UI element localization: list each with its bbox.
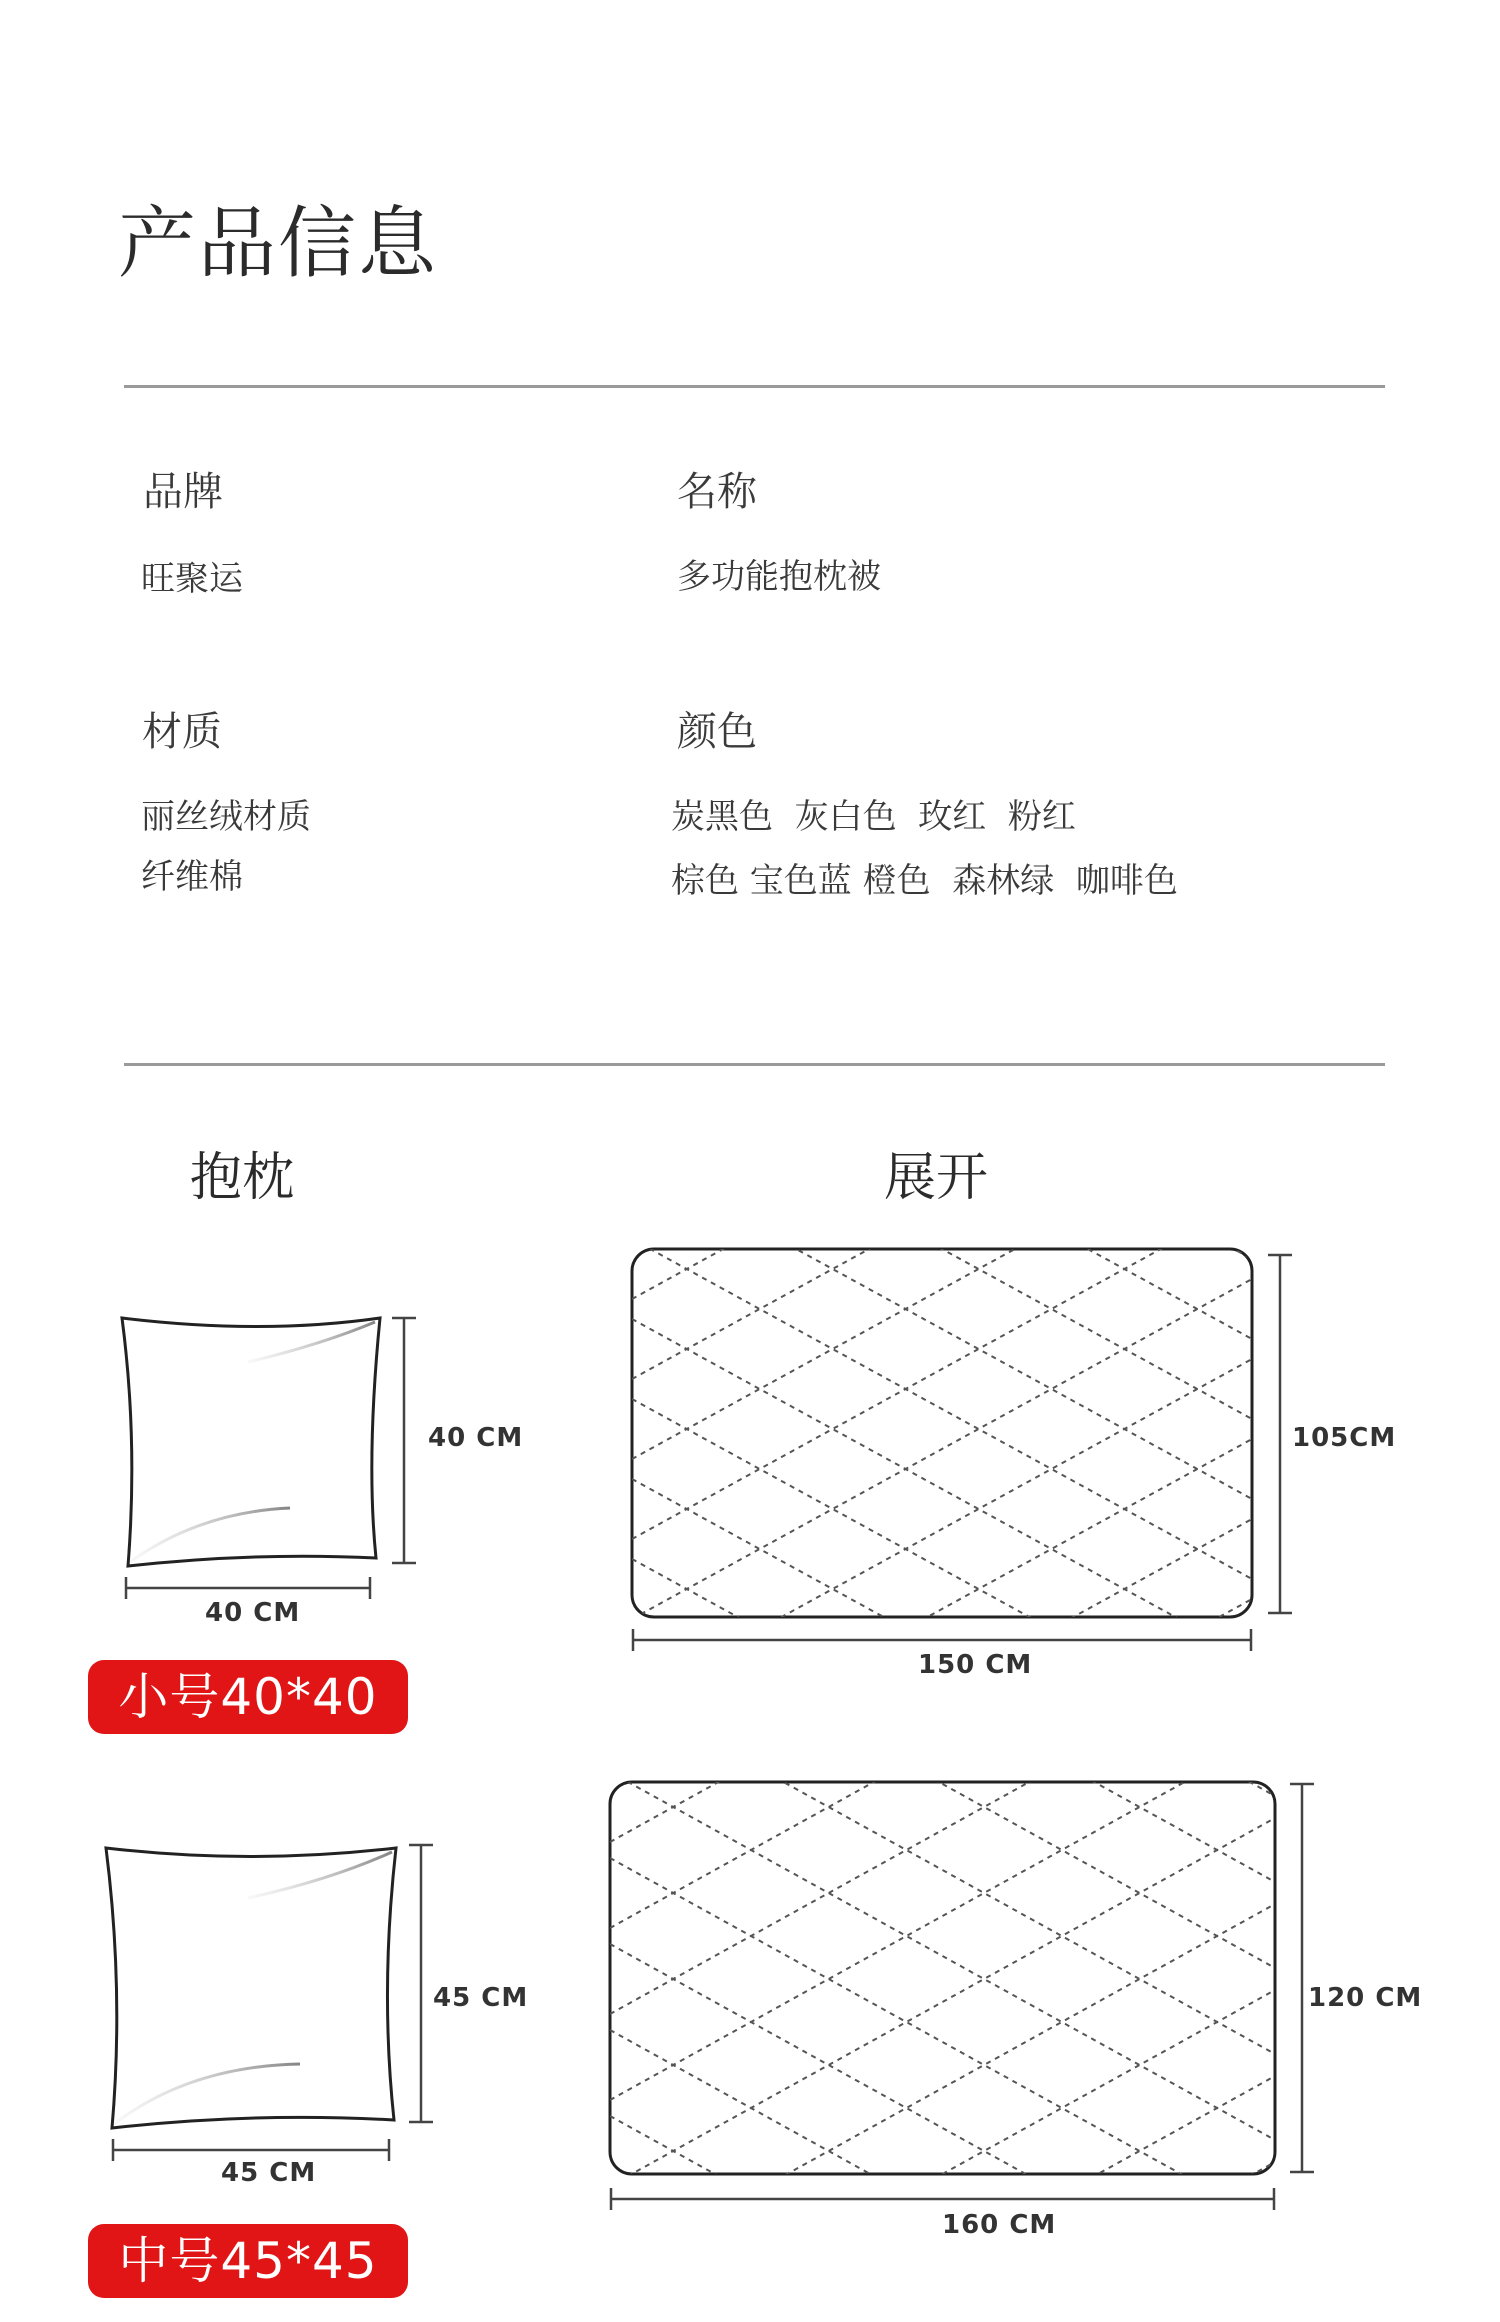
small-pillow-outline xyxy=(122,1318,380,1566)
medium-blanket-width-bracket xyxy=(611,2188,1274,2210)
small-pillow-width-bracket xyxy=(126,1577,370,1599)
small-blanket-width-label: 150 CM xyxy=(918,1650,1033,1680)
small-blanket-height-label: 105CM xyxy=(1292,1423,1397,1453)
pillow-heading: 抱枕 xyxy=(190,1148,295,1208)
small-blanket-width-bracket xyxy=(633,1629,1251,1651)
name-value: 多功能抱枕被 xyxy=(677,557,881,597)
material-label: 材质 xyxy=(142,709,222,755)
brand-value: 旺聚运 xyxy=(141,559,243,599)
medium-blanket-width-label: 160 CM xyxy=(942,2210,1057,2240)
color-line-2: 棕色 宝色蓝 橙色 森林绿 咖啡色 xyxy=(671,861,1178,901)
brand-label: 品牌 xyxy=(143,469,223,515)
medium-pillow-outline xyxy=(106,1848,396,2128)
medium-blanket-height-bracket xyxy=(1290,1784,1314,2172)
small-blanket-height-bracket xyxy=(1268,1255,1292,1613)
color-label: 颜色 xyxy=(677,709,757,755)
material-line-2: 纤维棉 xyxy=(141,857,243,897)
name-label: 名称 xyxy=(677,469,757,515)
material-line-1: 丽丝绒材质 xyxy=(141,797,311,837)
medium-pillow-width-label: 45 CM xyxy=(221,2158,317,2188)
color-line-1: 炭黑色 灰白色 玫红 粉红 xyxy=(671,797,1076,837)
medium-pillow-height-label: 45 CM xyxy=(433,1983,529,2013)
medium-size-badge: 中号45*45 xyxy=(88,2224,408,2298)
page-title: 产品信息 xyxy=(118,199,439,289)
medium-blanket-height-label: 120 CM xyxy=(1308,1983,1423,2013)
small-pillow-height-bracket xyxy=(392,1318,416,1563)
medium-pillow-height-bracket xyxy=(409,1845,433,2122)
small-pillow-height-label: 40 CM xyxy=(428,1423,524,1453)
unfolded-heading: 展开 xyxy=(884,1148,989,1208)
small-size-badge: 小号40*40 xyxy=(88,1660,408,1734)
small-pillow-width-label: 40 CM xyxy=(205,1598,301,1628)
